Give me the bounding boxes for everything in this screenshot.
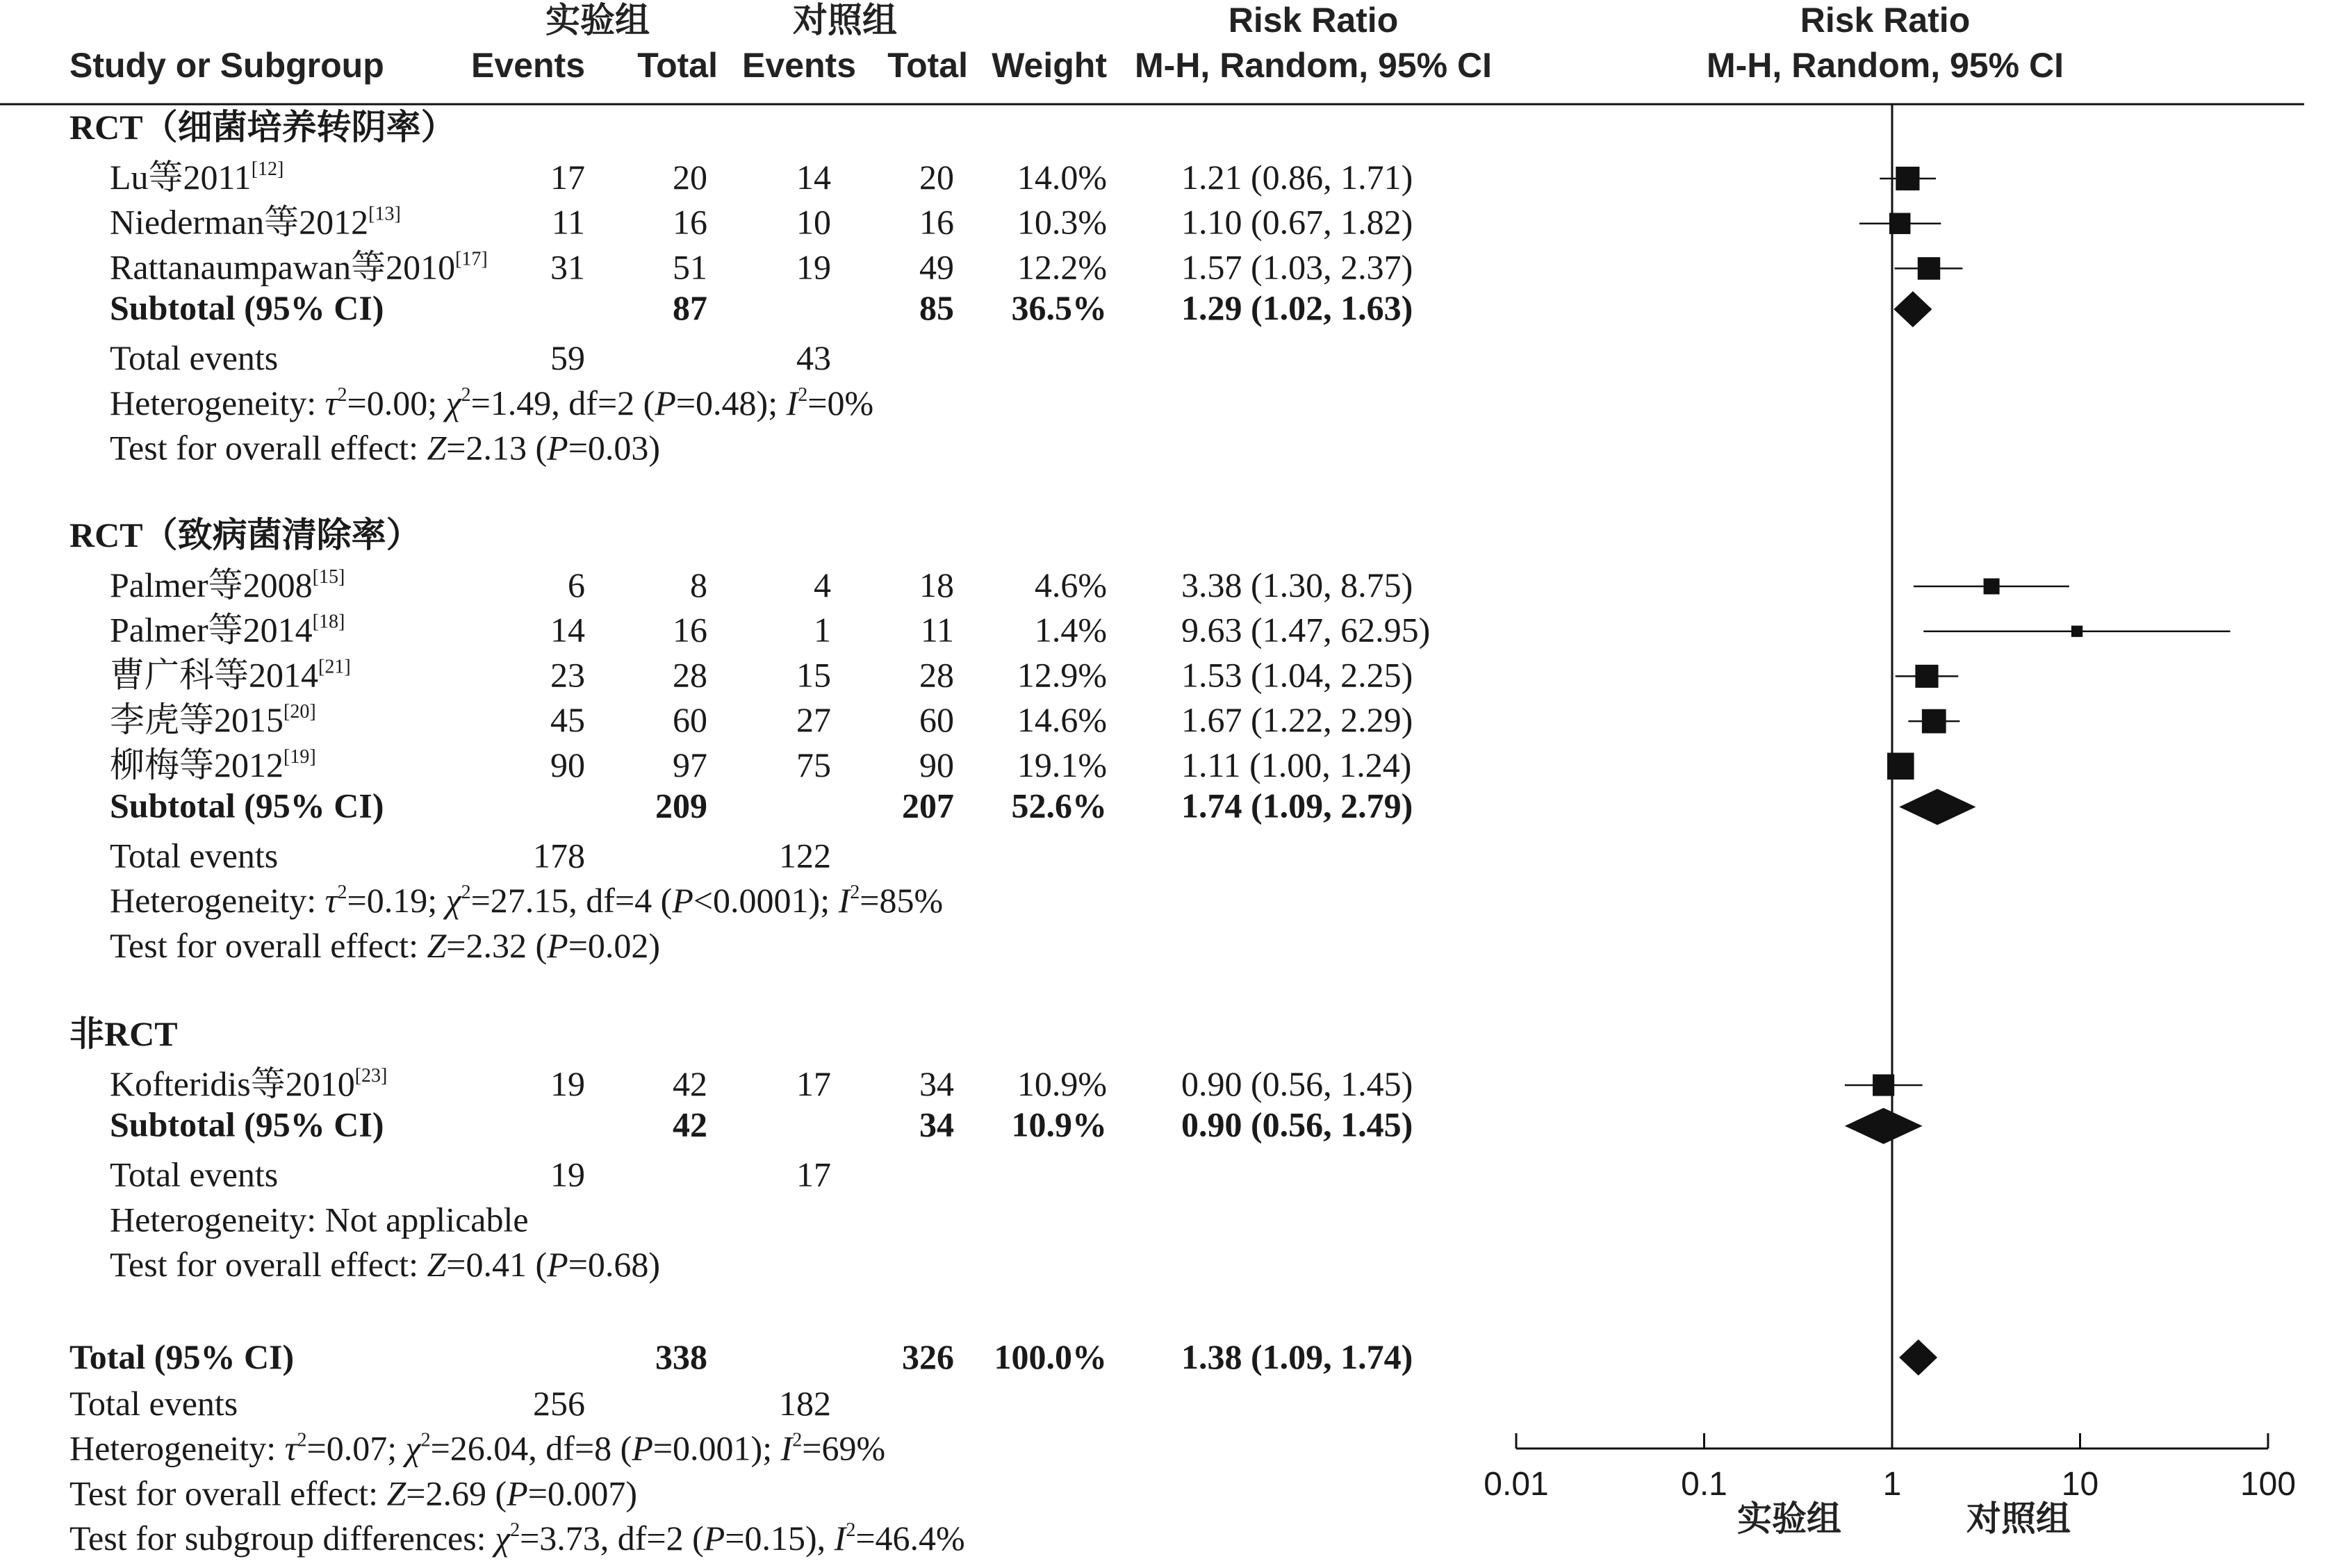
subgroup-differences-i-value: =46.4% <box>855 1519 965 1558</box>
total-total-ctl: 326 <box>902 1337 954 1376</box>
study-row-1-3-ci: 1.67 (1.22, 2.29) <box>1181 700 1413 740</box>
favours-left: 实验组 <box>1737 1499 1841 1538</box>
study-row-1-2-events-exp: 23 <box>550 655 585 695</box>
study-row-0-2-weight: 12.2% <box>1017 247 1107 287</box>
study-row-1-2-name <box>110 655 351 694</box>
study-row-2-0-total-ctl: 34 <box>919 1064 954 1103</box>
study-row-0-0-total-ctl: 20 <box>919 158 954 197</box>
study-row-0-1-ci: 1.10 (0.67, 1.82) <box>1181 202 1413 242</box>
header-rr-method-table: M-H, Random, 95% CI <box>1135 46 1492 85</box>
overall-effect-2-p-symbol: P <box>547 1245 568 1285</box>
study-row-1-0-total-ctl: 18 <box>919 566 954 604</box>
overall-effect-0 <box>110 429 660 468</box>
study-row-1-4-name <box>110 745 316 784</box>
study-row-1-1-study-name: Palmer等2014 <box>110 610 313 650</box>
overall-effect-1-p-symbol: P <box>547 925 568 965</box>
subtotal-total-exp-0: 87 <box>673 288 707 328</box>
subgroup-differences-i-symbol: I <box>834 1519 846 1558</box>
study-row-1-0-events-ctl: 4 <box>814 566 831 604</box>
study-row-1-4-total-ctl: 90 <box>919 745 954 784</box>
total-events-ctl-1: 122 <box>779 836 831 875</box>
heterogeneity-all-tau-symbol: τ <box>284 1428 297 1468</box>
heterogeneity-1-prefix: Heterogeneity: <box>110 881 325 921</box>
overall-effect-1-z-symbol: Z <box>427 925 447 965</box>
heterogeneity-1 <box>110 881 943 920</box>
study-row-1-0-reference: [15] <box>312 566 345 588</box>
study-row-1-4-reference: [19] <box>284 745 316 768</box>
study-row-1-0-study-name: Palmer等2008 <box>110 566 313 604</box>
total-events-ctl-all: 182 <box>779 1384 831 1423</box>
total-events-label-all: Total events <box>69 1384 238 1423</box>
overall-effect-all-p-symbol: P <box>507 1474 528 1513</box>
study-row-1-4-events-ctl: 75 <box>796 745 831 784</box>
heterogeneity-1-p-symbol: P <box>672 881 693 921</box>
total-events-exp-1: 178 <box>533 836 585 875</box>
study-row-1-2-weight: 12.9% <box>1017 655 1107 695</box>
subgroup-title-2: 非RCT <box>69 1014 178 1053</box>
total-events-ctl-0: 43 <box>796 338 831 378</box>
heterogeneity-0-chi-symbol: χ <box>445 383 461 422</box>
overall-effect-1-p-value: =0.02) <box>568 925 661 965</box>
header-rr-title-plot: Risk Ratio <box>1800 1 1971 40</box>
study-row-1-3-events-exp: 45 <box>550 700 585 740</box>
subgroup-differences-p-symbol: P <box>703 1519 725 1558</box>
study-row-2-0-events-ctl: 17 <box>796 1064 831 1103</box>
subgroup-title-0: RCT（细菌培养转阴率） <box>69 108 456 147</box>
study-row-2-0-study-name: Kofteridis等2010 <box>110 1064 355 1103</box>
study-row-0-0-name <box>110 158 284 197</box>
study-row-2-0-weight: 10.9% <box>1017 1064 1107 1103</box>
study-row-0-2-events-ctl: 19 <box>796 247 831 287</box>
heterogeneity-1-chi-value: =27.15, df=4 ( <box>470 881 673 921</box>
total-weight: 100.0% <box>994 1337 1107 1376</box>
study-row-1-2-events-ctl: 15 <box>796 655 831 695</box>
heterogeneity-1-tau-symbol: τ <box>324 881 338 921</box>
heterogeneity-0-tau-sup: 2 <box>337 383 347 406</box>
study-row-1-3-total-exp: 60 <box>673 700 707 740</box>
heterogeneity-1-i-sup: 2 <box>850 882 860 904</box>
subtotal-ci-1: 1.74 (1.09, 2.79) <box>1181 786 1413 825</box>
study-row-1-2-total-ctl: 28 <box>919 655 954 695</box>
study-row-0-2-events-exp: 31 <box>550 247 585 287</box>
overall-effect-2-p-value: =0.68) <box>568 1245 661 1285</box>
overall-effect-1-z-value: =2.32 ( <box>446 925 548 965</box>
subtotal-label-2: Subtotal (95% CI) <box>110 1105 384 1144</box>
subgroup-title-1: RCT（致病菌清除率） <box>69 515 421 554</box>
study-row-0-2-name <box>110 247 488 286</box>
x-tick-label-3: 10 <box>2061 1466 2099 1503</box>
overall-effect-2 <box>110 1245 660 1284</box>
x-tick-label-4: 100 <box>2240 1466 2297 1503</box>
heterogeneity-all-chi-value: =26.04, df=8 ( <box>430 1428 632 1468</box>
header-events-exp: Events <box>471 46 585 85</box>
heterogeneity-all-tau-sup: 2 <box>297 1429 307 1451</box>
study-row-1-3-total-ctl: 60 <box>919 700 954 740</box>
subgroup-differences-prefix: Test for subgroup differences: <box>69 1519 495 1558</box>
study-row-0-0-study-name: Lu等2011 <box>110 158 252 197</box>
header-events-ctl: Events <box>742 46 856 85</box>
study-row-1-0-name <box>110 566 345 604</box>
study-row-0-0-events-exp: 17 <box>550 158 585 197</box>
study-row-1-4-ci: 1.11 (1.00, 1.24) <box>1181 745 1412 784</box>
overall-effect-all-prefix: Test for overall effect: <box>69 1474 387 1513</box>
header-weight: Weight <box>992 46 1107 85</box>
study-row-0-1-total-exp: 16 <box>673 202 707 242</box>
heterogeneity-2-prefix: Heterogeneity: Not applicable <box>110 1200 529 1239</box>
total-events-exp-2: 19 <box>550 1155 585 1194</box>
study-row-0-0-ci: 1.21 (0.86, 1.71) <box>1181 158 1413 197</box>
subtotal-weight-2: 10.9% <box>1011 1105 1107 1144</box>
study-row-0-1-total-ctl: 16 <box>919 202 954 242</box>
subgroup-differences-i-sup: 2 <box>846 1519 856 1542</box>
study-row-0-1-events-exp: 11 <box>551 202 585 242</box>
study-row-1-1-total-ctl: 11 <box>920 610 954 650</box>
study-row-0-0-reference: [12] <box>251 158 284 180</box>
heterogeneity-0-i-value: =0% <box>807 383 874 422</box>
study-row-1-3-reference: [20] <box>284 701 316 723</box>
heterogeneity-1-tau-value: =0.19; <box>347 881 446 921</box>
heterogeneity-0 <box>110 383 873 422</box>
subtotal-ci-0: 1.29 (1.02, 1.63) <box>1181 288 1413 328</box>
study-row-0-0-events-ctl: 14 <box>796 158 831 197</box>
heterogeneity-0-tau-value: =0.00; <box>347 383 446 422</box>
study-row-0-1-study-name: Niederman等2012 <box>110 202 369 242</box>
study-row-1-3-study-name: 李虎等2015 <box>110 700 284 740</box>
heterogeneity-0-chi-sup: 2 <box>461 383 471 406</box>
header-rr-title-table: Risk Ratio <box>1228 1 1399 40</box>
study-row-1-0-total-exp: 8 <box>690 566 707 604</box>
x-tick-label-0: 0.01 <box>1484 1466 1549 1503</box>
overall-effect-1-prefix: Test for overall effect: <box>110 925 427 965</box>
heterogeneity-all-p-value: =0.001); <box>652 1428 781 1468</box>
subtotal-total-ctl-1: 207 <box>902 786 954 825</box>
heterogeneity-0-p-value: =0.48); <box>675 383 787 422</box>
overall-effect-0-z-symbol: Z <box>427 428 447 468</box>
study-row-1-1-weight: 1.4% <box>1034 610 1107 650</box>
study-row-0-1-name <box>110 203 401 242</box>
x-tick-label-1: 0.1 <box>1681 1466 1727 1503</box>
header-total-ctl: Total <box>887 46 968 85</box>
heterogeneity-0-tau-symbol: τ <box>324 383 338 422</box>
subtotal-diamond-1 <box>1899 789 1975 825</box>
study-row-0-1-events-ctl: 10 <box>796 202 831 242</box>
overall-effect-2-z-symbol: Z <box>427 1245 447 1285</box>
total-events-label-2: Total events <box>110 1155 279 1194</box>
study-row-1-2-study-name: 曹广科等2014 <box>110 655 318 695</box>
study-row-0-2-total-exp: 51 <box>673 247 707 287</box>
total-events-exp-all: 256 <box>533 1384 585 1423</box>
subgroup-differences-chi-sup: 2 <box>510 1519 520 1542</box>
study-row-1-2-reference: [21] <box>318 656 351 678</box>
study-row-0-1-point <box>1889 213 1910 233</box>
overall-effect-all <box>69 1474 637 1512</box>
study-row-2-0-ci: 0.90 (0.56, 1.45) <box>1181 1064 1413 1103</box>
total-events-ctl-2: 17 <box>796 1155 831 1194</box>
heterogeneity-all-p-symbol: P <box>632 1428 653 1468</box>
subtotal-weight-1: 52.6% <box>1011 786 1107 825</box>
study-row-1-0-events-exp: 6 <box>568 566 585 604</box>
study-row-1-1-total-exp: 16 <box>673 610 707 650</box>
x-tick-label-2: 1 <box>1882 1466 1902 1503</box>
study-row-1-4-events-exp: 90 <box>550 745 585 784</box>
study-row-2-0-reference: [23] <box>354 1065 388 1087</box>
study-row-0-2-ci: 1.57 (1.03, 2.37) <box>1181 247 1413 287</box>
study-row-0-2-study-name: Rattanaumpawan等2010 <box>110 247 456 287</box>
study-row-1-2-total-exp: 28 <box>673 655 707 695</box>
study-row-1-0-point <box>1984 578 2000 594</box>
heterogeneity-1-p-value: <0.0001); <box>693 881 839 921</box>
overall-effect-0-p-symbol: P <box>547 428 568 468</box>
overall-effect-all-z-symbol: Z <box>386 1474 406 1513</box>
subtotal-total-ctl-0: 85 <box>919 288 954 328</box>
study-row-1-4-weight: 19.1% <box>1017 745 1107 784</box>
heterogeneity-all <box>69 1429 885 1468</box>
favours-right: 对照组 <box>1966 1499 2071 1538</box>
heterogeneity-0-i-symbol: I <box>786 383 798 422</box>
heterogeneity-0-chi-value: =1.49, df=2 ( <box>470 383 655 422</box>
study-row-0-1-weight: 10.3% <box>1017 202 1107 242</box>
study-row-1-2-ci: 1.53 (1.04, 2.25) <box>1181 655 1413 695</box>
overall-effect-all-p-value: =0.007) <box>527 1474 638 1513</box>
study-row-1-1-ci: 9.63 (1.47, 62.95) <box>1181 610 1431 650</box>
heterogeneity-2 <box>110 1200 529 1239</box>
overall-effect-0-z-value: =2.13 ( <box>446 428 548 468</box>
subgroup-differences-chi-value: =3.73, df=2 ( <box>520 1519 704 1558</box>
heterogeneity-all-prefix: Heterogeneity: <box>69 1428 285 1468</box>
subtotal-total-exp-1: 209 <box>655 786 707 825</box>
study-row-2-0-events-exp: 19 <box>550 1064 585 1103</box>
subtotal-weight-0: 36.5% <box>1011 288 1107 328</box>
subtotal-diamond-2 <box>1845 1108 1923 1144</box>
study-row-1-3-point <box>1922 709 1946 734</box>
subtotal-ci-2: 0.90 (0.56, 1.45) <box>1181 1105 1413 1144</box>
subtotal-diamond-0 <box>1893 291 1932 327</box>
subtotal-total-exp-2: 42 <box>673 1105 707 1144</box>
study-row-1-1-reference: [18] <box>312 611 345 633</box>
study-row-0-0-weight: 14.0% <box>1017 158 1107 197</box>
subtotal-total-ctl-2: 34 <box>919 1105 954 1144</box>
study-row-1-1-events-exp: 14 <box>550 610 585 650</box>
study-row-1-4-total-exp: 97 <box>673 745 707 784</box>
header-exp-group: 实验组 <box>545 1 650 40</box>
heterogeneity-all-chi-symbol: χ <box>405 1428 421 1468</box>
overall-effect-2-prefix: Test for overall effect: <box>110 1245 427 1285</box>
total-events-label-0: Total events <box>110 338 279 378</box>
study-row-1-0-weight: 4.6% <box>1034 566 1107 604</box>
study-row-2-0-point <box>1873 1074 1894 1096</box>
study-row-1-0-ci: 3.38 (1.30, 8.75) <box>1181 566 1413 604</box>
subtotal-label-0: Subtotal (95% CI) <box>110 288 384 328</box>
study-row-1-1-name <box>110 611 345 650</box>
study-row-2-0-name <box>110 1064 387 1103</box>
study-row-0-2-reference: [17] <box>455 248 488 270</box>
heterogeneity-1-tau-sup: 2 <box>337 882 347 904</box>
header-ctl-group: 对照组 <box>793 1 897 40</box>
study-row-1-3-name <box>110 700 316 739</box>
total-total-exp: 338 <box>655 1337 707 1376</box>
overall-effect-all-z-value: =2.69 ( <box>406 1474 507 1513</box>
heterogeneity-all-i-sup: 2 <box>792 1429 803 1451</box>
study-row-0-0-total-exp: 20 <box>673 158 707 197</box>
total-label: Total (95% CI) <box>69 1337 295 1376</box>
heterogeneity-1-chi-sup: 2 <box>461 882 471 904</box>
heterogeneity-all-i-value: =69% <box>802 1428 886 1468</box>
subgroup-differences <box>69 1519 965 1558</box>
study-row-1-1-point <box>2071 626 2082 637</box>
heterogeneity-all-tau-value: =0.07; <box>306 1428 406 1468</box>
study-row-1-3-events-ctl: 27 <box>796 700 831 740</box>
study-row-1-4-point <box>1887 753 1914 780</box>
subgroup-differences-p-value: =0.15), <box>725 1519 835 1558</box>
total-events-label-1: Total events <box>110 836 279 875</box>
study-row-0-2-point <box>1918 257 1940 279</box>
heterogeneity-all-chi-sup: 2 <box>420 1429 431 1451</box>
heterogeneity-1-i-symbol: I <box>838 881 851 921</box>
overall-effect-0-p-value: =0.03) <box>568 428 661 468</box>
heterogeneity-all-i-symbol: I <box>780 1428 793 1468</box>
total-diamond <box>1899 1339 1937 1376</box>
study-row-2-0-total-exp: 42 <box>673 1064 707 1103</box>
overall-effect-0-prefix: Test for overall effect: <box>110 428 427 468</box>
study-row-1-4-study-name: 柳梅等2012 <box>110 745 284 784</box>
study-row-0-1-reference: [13] <box>368 203 401 225</box>
total-ci: 1.38 (1.09, 1.74) <box>1181 1337 1413 1376</box>
subtotal-label-1: Subtotal (95% CI) <box>110 786 384 825</box>
study-row-1-2-point <box>1915 665 1938 688</box>
study-row-1-3-weight: 14.6% <box>1017 700 1107 740</box>
subgroup-differences-chi-symbol: χ <box>495 1519 511 1558</box>
overall-effect-2-z-value: =0.41 ( <box>446 1245 548 1285</box>
heterogeneity-0-i-sup: 2 <box>798 383 808 406</box>
header-study: Study or Subgroup <box>69 46 384 85</box>
heterogeneity-1-chi-symbol: χ <box>445 881 461 921</box>
study-row-0-2-total-ctl: 49 <box>919 247 954 287</box>
heterogeneity-0-prefix: Heterogeneity: <box>110 383 325 422</box>
header-total-exp: Total <box>637 46 718 85</box>
overall-effect-1 <box>110 926 660 965</box>
heterogeneity-1-i-value: =85% <box>860 881 944 921</box>
study-row-1-1-events-ctl: 1 <box>814 610 831 650</box>
total-events-exp-0: 59 <box>550 338 585 378</box>
header-rr-method-plot: M-H, Random, 95% CI <box>1707 46 2064 85</box>
heterogeneity-0-p-symbol: P <box>655 383 676 422</box>
study-row-0-0-point <box>1896 167 1919 190</box>
